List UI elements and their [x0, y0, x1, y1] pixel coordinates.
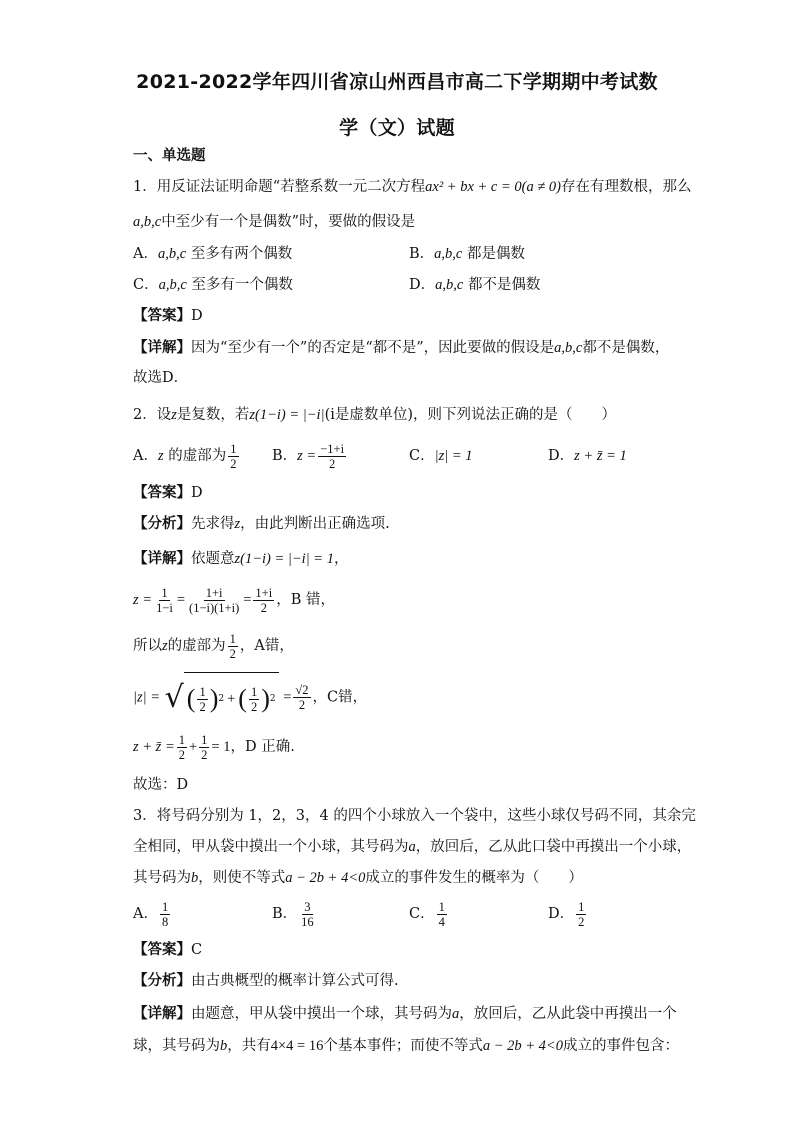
tail-text: ，B 错，	[276, 592, 335, 608]
denominator: 2	[250, 699, 258, 714]
answer-value: D	[191, 308, 203, 324]
fraction	[228, 632, 238, 661]
q2-option-a	[133, 438, 241, 474]
numerator: 1	[161, 585, 168, 600]
q2-answer	[133, 483, 203, 503]
option-label: A．	[133, 906, 158, 922]
math-lhs: |z| =	[133, 689, 161, 706]
fraction	[154, 586, 175, 615]
q2-derivation-line-4	[133, 729, 295, 765]
denominator: 2	[178, 747, 185, 762]
fraction	[437, 900, 447, 929]
numerator: 1	[230, 441, 237, 456]
q2-conclusion: 故选：D	[133, 777, 189, 793]
analysis-tag: 【分析】	[133, 973, 191, 989]
numerator: 1	[178, 732, 185, 747]
detail-text: 都不是偶数，	[582, 340, 670, 356]
option-label: C．	[409, 906, 435, 922]
paren: )	[209, 684, 219, 713]
option-label: B．	[409, 246, 435, 262]
tail-text: ，D 正确.	[230, 739, 295, 755]
q1-option-b	[409, 244, 525, 264]
detail-tag: 【详解】	[133, 551, 191, 567]
detail-text: 依题意	[191, 551, 235, 567]
numerator: 1	[201, 732, 208, 747]
math-var: z	[162, 638, 168, 654]
fraction	[228, 442, 238, 471]
paren: (	[238, 684, 247, 713]
fraction	[197, 685, 207, 714]
q3-stem-line-2	[133, 837, 691, 857]
denominator: 2	[329, 456, 336, 471]
fraction	[253, 586, 274, 615]
detail-var: b	[220, 1038, 228, 1054]
detail-text: 因为“至少有一个”的否定是“都不是”，因此要做的假设是	[191, 340, 555, 356]
detail-text: ，	[333, 551, 349, 567]
option-label: D．	[548, 448, 575, 464]
fraction	[187, 586, 241, 615]
q1-option-a	[133, 244, 292, 264]
stem-var: z	[171, 407, 177, 423]
numerator: 1	[161, 899, 169, 914]
stem-text: ，则使不等式	[198, 870, 286, 886]
option-math: z + z̄ = 1	[574, 448, 627, 464]
numerator: 1+i	[205, 585, 223, 600]
q3-stem-line-3	[133, 868, 583, 888]
option-label: C．	[409, 448, 435, 464]
analysis-var: z	[234, 516, 241, 532]
answer-tag: 【答案】	[133, 485, 191, 501]
denominator: 8	[161, 914, 169, 929]
option-math: a,b,c	[158, 277, 187, 293]
numerator: −1+i	[320, 441, 345, 456]
detail-math: z(1−i) = |−i| = 1	[234, 551, 334, 567]
stem-var: a	[408, 839, 416, 855]
denominator: 16	[301, 914, 314, 929]
option-text: 都是偶数	[466, 246, 525, 262]
q1-stem-text-c: 中至少有一个是偶数”时，要做的假设是	[161, 214, 416, 230]
paren: )	[261, 684, 270, 713]
fraction	[576, 900, 586, 929]
q3-option-a	[133, 896, 172, 932]
option-math: z	[157, 448, 164, 464]
tail-text: ，A错，	[239, 638, 294, 654]
fraction	[299, 900, 316, 929]
paren: (	[186, 684, 196, 713]
stem-text: (i是虚数单位)，则下列说法正确的是（ ）	[324, 407, 617, 423]
fraction	[318, 442, 346, 471]
fraction	[160, 900, 170, 929]
stem-text: 是复数，若	[176, 407, 250, 423]
option-label: A．	[133, 448, 158, 464]
equals: =	[176, 592, 186, 608]
analysis-tag: 【分析】	[133, 516, 191, 532]
option-text: 至多有两个偶数	[190, 246, 293, 262]
option-label: C．	[133, 277, 159, 293]
q1-variables: a,b,c	[133, 214, 162, 230]
numerator: 1+i	[255, 585, 273, 600]
q3-stem-line-1: 3．将号码分别为 1，2，3，4 的四个小球放入一个袋中，这些小球仅号码不同，其余完	[133, 808, 696, 824]
text: 的虚部为	[167, 638, 226, 654]
analysis-text: 先求得	[191, 516, 235, 532]
numerator: 1	[578, 899, 585, 914]
denominator: (1−i)(1+i)	[189, 600, 240, 615]
stem-text: 2．设	[133, 407, 172, 423]
denominator: 2	[578, 914, 585, 929]
option-math: a,b,c	[434, 246, 463, 262]
q1-equation: ax² + bx + c = 0(a ≠ 0)	[425, 179, 562, 195]
square-root	[165, 672, 279, 723]
radical-sign: √	[164, 679, 184, 715]
q1-stem-line-2	[133, 212, 415, 232]
exponent: 2	[218, 694, 225, 704]
option-math: a,b,c	[157, 246, 187, 262]
option-label: B．	[272, 448, 298, 464]
numerator: √2	[295, 683, 309, 697]
option-math: z =	[297, 448, 317, 464]
radicand	[184, 672, 279, 723]
detail-tag: 【详解】	[133, 1006, 191, 1022]
q1-stem-text-a: 1．用反证法证明命题“若整系数一元二次方程	[133, 179, 426, 195]
numerator: 3	[304, 899, 311, 914]
stem-equation: z(1−i) = |−i|	[249, 407, 325, 423]
stem-text: 成立的事件发生的概率为（ ）	[365, 870, 583, 886]
detail-math: a,b,c	[554, 340, 583, 356]
option-text: 至多有一个偶数	[191, 277, 293, 293]
q1-detail-line-2: 故选D．	[133, 370, 189, 386]
answer-value: C	[191, 942, 203, 958]
fraction	[293, 683, 310, 712]
answer-tag: 【答案】	[133, 942, 191, 958]
option-math: |z| = 1	[434, 448, 473, 464]
option-text: 都不是偶数	[467, 277, 541, 293]
equals: =	[243, 592, 252, 608]
q1-option-c	[133, 275, 293, 295]
answer-tag: 【答案】	[133, 308, 191, 324]
option-text: 的虚部为	[168, 448, 227, 464]
tail-text: ，C错，	[312, 689, 368, 706]
detail-text: ，放回后，乙从此袋中再摸出一个	[459, 1006, 677, 1022]
section-heading: 一、单选题	[133, 148, 206, 164]
q2-option-b	[272, 438, 348, 474]
plus: +	[227, 691, 236, 707]
q3-option-d	[548, 896, 588, 932]
q3-detail-line-1	[133, 1004, 677, 1024]
detail-text: 由题意，甲从袋中摸出一个球，其号码为	[191, 1006, 452, 1022]
numerator: 1	[199, 684, 206, 699]
q2-option-c	[409, 446, 473, 466]
q1-option-d	[409, 275, 540, 295]
stem-text: ，放回后，乙从此口袋中再摸出一个小球，	[415, 839, 692, 855]
q3-option-c	[409, 896, 449, 932]
q2-derivation-line-3	[133, 672, 367, 723]
option-label: B．	[272, 906, 298, 922]
math-lhs: z =	[133, 592, 153, 608]
detail-var: a	[452, 1006, 460, 1022]
analysis-text: 由古典概型的概率计算公式可得.	[191, 973, 399, 989]
q3-analysis	[133, 971, 399, 991]
detail-text: 球，其号码为	[133, 1038, 220, 1054]
q1-stem-text-b: 存在有理数根，那么	[561, 179, 692, 195]
math-lhs: z + z̄ =	[133, 739, 175, 755]
numerator: 1	[438, 899, 445, 914]
exponent: 2	[269, 694, 276, 704]
q2-analysis	[133, 514, 390, 534]
q2-option-d	[548, 446, 627, 466]
stem-var: b	[191, 870, 199, 886]
analysis-text: ，由此判断出正确选项.	[240, 516, 390, 532]
detail-text: 成立的事件包含：	[562, 1038, 679, 1054]
equals: = 1	[211, 739, 231, 755]
fraction	[199, 733, 209, 762]
denominator: 2	[201, 747, 208, 762]
numerator: 1	[250, 684, 258, 699]
denominator: 2	[230, 456, 237, 471]
detail-text: ，共有	[227, 1038, 271, 1054]
numerator: 1	[229, 631, 236, 646]
denominator: 4	[438, 914, 445, 929]
q1-detail-line-1	[133, 338, 669, 358]
q2-stem	[133, 405, 616, 425]
q3-answer	[133, 940, 202, 960]
option-label: D．	[548, 906, 575, 922]
q2-derivation-line-1	[133, 582, 335, 618]
q3-option-b	[272, 896, 318, 932]
answer-value: D	[191, 485, 203, 501]
stem-inequality: a − 2b + 4<0	[285, 870, 366, 886]
fraction	[177, 733, 187, 762]
plus: +	[188, 739, 198, 755]
detail-math: a − 2b + 4<0	[482, 1038, 563, 1054]
exam-title-line-1: 2021-2022学年四川省凉山州西昌市高二下学期期中考试数	[136, 71, 658, 93]
q2-derivation-line-2	[133, 628, 294, 664]
denominator: 2	[260, 600, 267, 615]
option-label: D．	[409, 277, 436, 293]
option-math: a,b,c	[435, 277, 464, 293]
stem-text: 其号码为	[133, 870, 191, 886]
denominator: 2	[229, 646, 236, 661]
q1-answer	[133, 306, 203, 326]
q3-detail-line-2	[133, 1036, 679, 1056]
exam-title-line-2: 学（文）试题	[339, 117, 455, 139]
denominator: 1−i	[156, 600, 173, 615]
q2-detail	[133, 549, 348, 569]
denominator: 2	[199, 699, 206, 714]
detail-text: 个基本事件；而使不等式	[323, 1038, 483, 1054]
fraction	[249, 685, 259, 714]
text: 所以	[133, 638, 162, 654]
denominator: 2	[298, 698, 306, 712]
q1-stem-line-1	[133, 177, 692, 197]
equals: =	[283, 689, 292, 706]
detail-math: 4×4 = 16	[270, 1038, 324, 1054]
detail-tag: 【详解】	[133, 340, 191, 356]
stem-text: 全相同，甲从袋中摸出一个小球，其号码为	[133, 839, 409, 855]
option-label: A．	[133, 246, 158, 262]
